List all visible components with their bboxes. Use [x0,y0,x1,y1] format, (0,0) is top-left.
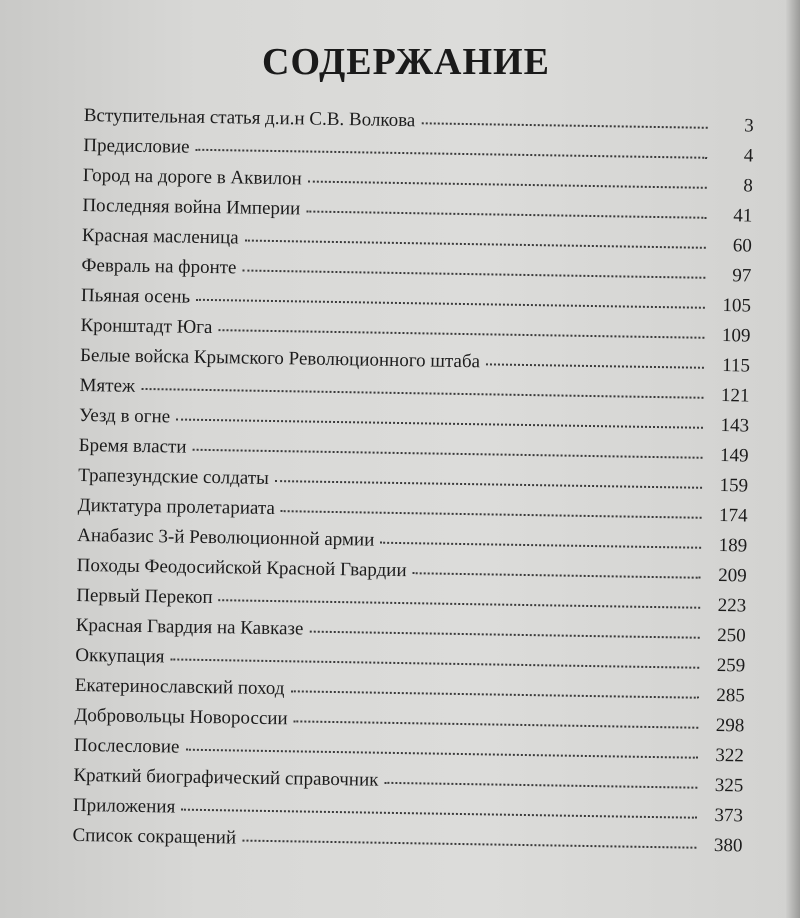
toc-entry-page-number: 322 [715,744,745,767]
toc-entry-page-number: 259 [716,655,746,677]
toc-entry-page-number: 8 [743,175,753,197]
dot-leader [281,510,702,519]
toc-entry-label: Пьяная осень [80,284,191,308]
toc-entry-label: Кронштадт Юга [80,314,213,339]
dot-leader [421,122,707,128]
dot-leader [245,240,706,249]
toc-entry-label: Послесловие [73,734,180,758]
toc-entry-label: Оккупация [75,644,165,668]
toc-entry-label: Предисловие [83,134,190,158]
dot-leader [242,270,705,279]
toc-entry-label: Диктатура пролетариата [77,494,276,520]
toc-entry-label: Добровольцы Новороссии [74,704,288,730]
dot-leader [196,299,705,309]
dot-leader [141,388,703,399]
toc-entry-label: Краткий биографический справочник [73,764,379,791]
toc-entry-page-number: 143 [720,415,750,437]
dot-leader [294,720,699,728]
toc-entry-label: Екатеринославский поход [74,674,285,700]
dot-leader [176,418,703,428]
dot-leader [290,690,698,698]
toc-entry-page-number: 3 [744,115,754,137]
toc-entry-page-number: 109 [721,325,751,347]
toc-entry-page-number: 105 [722,295,752,317]
toc-entry-page-number: 209 [718,565,747,587]
dot-leader [170,658,699,668]
toc-entry-page-number: 285 [716,685,745,707]
toc-entry-label: Бремя власти [78,434,187,458]
toc-entry-page-number: 60 [732,235,753,257]
dot-leader [380,542,701,549]
toc-entry-label: Уезд в огне [78,404,171,428]
toc-entry-label: Первый Перекоп [76,584,213,609]
dot-leader [181,809,697,819]
dot-leader [185,749,697,759]
dot-leader [486,363,704,368]
page-edge [786,0,800,918]
dot-leader [242,840,696,849]
dot-leader [308,181,707,189]
toc-entry-label: Последняя война Империи [82,194,301,220]
toc-entry-page-number: 159 [719,475,749,497]
toc-entry-page-number: 189 [718,535,748,557]
toc-entry-page-number: 325 [714,774,744,797]
toc-entry-label: Мятеж [79,374,136,397]
toc-entry-page-number: 4 [743,145,754,167]
dot-leader [384,782,697,789]
toc-entry-label: Приложения [72,794,176,818]
toc-entry-page-number: 41 [733,205,753,227]
toc-entry-page-number: 97 [732,265,752,287]
table-of-contents [72,105,754,865]
toc-entry-page-number: 115 [722,355,751,377]
dot-leader [275,480,702,489]
toc-entry-label: Город на дороге в Аквилон [82,164,302,190]
dot-leader [219,599,701,609]
toc-entry-page-number: 380 [713,834,743,857]
toc-entry-page-number: 149 [719,445,749,467]
dot-leader [413,572,701,579]
toc-entry-label: Красная Гвардия на Кавказе [75,614,304,640]
toc-entry-label: Вступительная статья д.и.н С.В. Волкова [83,105,416,132]
toc-entry-label: Походы Феодосийской Красной Гвардии [76,554,407,582]
toc-entry-label: Трапезундские солдаты [78,464,270,489]
toc-entry-label: Список сокращений [72,824,237,849]
dot-leader [309,631,699,639]
toc-entry-page-number: 174 [718,505,748,527]
toc-entry-page-number: 223 [717,595,747,617]
toc-entry-page-number: 250 [717,625,746,647]
page-title: СОДЕРЖАНИЕ [262,41,550,83]
toc-entry-page-number: 373 [714,804,744,827]
toc-entry-label: Белые войска Крымского Революционного штаба [79,344,481,373]
toc-entry-label: Красная масленица [81,224,239,249]
toc-entry-page-number: 121 [720,385,750,407]
dot-leader [306,211,706,219]
toc-entry-label: Февраль на фронте [81,254,237,279]
dot-leader [192,449,702,459]
dot-leader [218,329,704,339]
toc-entry-page-number: 298 [715,715,745,737]
dot-leader [196,149,708,159]
toc-entry-label: Анабазис 3-й Революционной армии [77,524,375,551]
